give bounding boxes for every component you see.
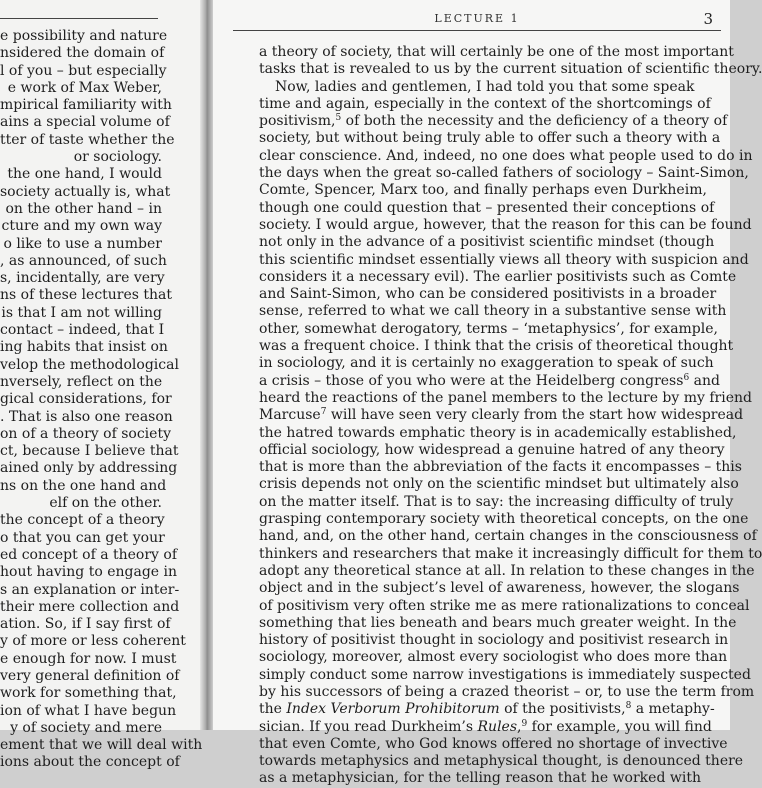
text-run: a metaphy- <box>631 701 715 718</box>
text-line: towards metaphysics and metaphysical thought, is denounced there <box>259 753 744 770</box>
running-header-title: LECTURE 1 <box>434 12 520 25</box>
text-line: considers it a necessary evil). The earlier positivists such as Comte <box>259 268 737 285</box>
left-text-line: ing habits that insist on <box>0 339 168 356</box>
left-text-line: ement that we will deal with <box>0 737 203 754</box>
left-text-line: their mere collection and <box>0 598 180 615</box>
text-line: the hatred towards emphatic theory is in academically established, <box>259 424 737 441</box>
left-text-line: or sociology. <box>73 149 162 166</box>
left-text-line: hout having to engage in <box>0 564 178 581</box>
left-text-line: is that I am not willing <box>1 304 162 321</box>
left-text-line: nversely, reflect on the <box>0 373 163 390</box>
text-line: not only in the advance of a positivist scientific mindset (though <box>259 234 715 251</box>
left-text-line: ation. So, if I say first of <box>0 616 171 633</box>
left-text-line: very general definition of <box>0 667 180 684</box>
text-run: for example, you will find <box>527 718 712 735</box>
text-line: grasping contemporary society with theoretical concepts, on the one <box>259 511 749 528</box>
book-gutter <box>200 0 213 730</box>
text-line <box>259 407 744 424</box>
text-run: the <box>259 701 282 718</box>
text-line: history of positivist thought in sociology and positivist research in <box>259 632 729 649</box>
text-line: object and in the subject’s level of awareness, however, the slogans <box>259 580 740 597</box>
left-text-line: velop the methodological <box>0 356 179 373</box>
left-page-text <box>0 28 203 772</box>
text-line: this scientific mindset essentially views all theory with suspicion and <box>259 251 749 268</box>
text-run: will have seen very clearly from the start how widespread <box>326 407 744 424</box>
left-text-line: , as announced, of such <box>0 252 167 269</box>
text-line: on the matter itself. That is to say: the increasing difficulty of truly <box>259 493 734 510</box>
text-line: crisis depends not only on the scientific mindset but ultimately also <box>259 476 739 493</box>
text-run: positivism, <box>259 113 336 130</box>
left-text-line: gical considerations, for <box>0 391 172 408</box>
text-run: of the positivists, <box>499 701 626 718</box>
text-line: that is more than the abbreviation of the facts it encompasses – this <box>259 459 742 476</box>
text-line: was a frequent choice. I think that the crisis of theoretical thought <box>259 338 734 355</box>
text-line: in sociology, and it is certainly no exaggeration to speak of such <box>259 355 714 372</box>
text-line <box>259 113 728 130</box>
left-text-line: ct, because I believe that <box>0 443 179 460</box>
text-run: Marcuse <box>259 407 321 424</box>
italic-title: Rules <box>477 718 518 735</box>
left-text-line: s an explanation or inter- <box>0 581 180 598</box>
left-text-line: cture and my own way <box>1 218 162 235</box>
right-page <box>213 0 762 787</box>
text-line: a theory of society, that will certainly be one of the most important <box>259 44 734 60</box>
text-line: Now, ladies and gentlemen, I had told you that some speak <box>275 78 695 95</box>
text-line <box>259 701 715 718</box>
left-text-line: ains a special volume of <box>0 114 170 131</box>
left-text-line: . That is also one reason <box>0 408 173 425</box>
header-rule <box>233 30 721 31</box>
footnote-marker: 6 <box>683 372 690 383</box>
footnote-marker: 9 <box>521 718 528 729</box>
left-text-line: l of you – but especially <box>0 62 167 79</box>
left-text-line: elf on the other. <box>49 495 162 512</box>
left-text-line: the concept of a theory <box>0 512 165 529</box>
text-line: official sociology, how widespread a genuine hatred of any theory <box>259 441 725 458</box>
text-line: other, somewhat derogatory, terms – ‘metaphysics’, for example, <box>259 320 718 337</box>
left-text-line: o that you can get your <box>0 529 165 546</box>
left-text-line: ns on the one hand and <box>0 477 167 494</box>
body-text <box>259 44 762 788</box>
left-text-line: tter of taste whether the <box>0 131 175 148</box>
italic-title: Index Verborum Prohibitorum <box>286 701 500 718</box>
text-line: the days when the great so-called fathers of sociology – Saint-Simon, <box>259 165 749 182</box>
left-text-line: mpirical familiarity with <box>0 97 172 114</box>
left-text-line: e enough for now. I must <box>0 650 177 667</box>
left-text-line: s, incidentally, are very <box>0 270 165 287</box>
text-line: simply conduct some narrow investigations is immediately suspected <box>259 666 751 683</box>
text-line: adopt any theoretical stance at all. In relation to these changes in the <box>259 562 755 579</box>
left-text-line: society actually is, what <box>0 183 171 200</box>
text-line: society. I would argue, however, that the reason for this can be found <box>259 216 752 233</box>
text-line: time and again, especially in the context of the shortcomings of <box>259 95 711 112</box>
footnote-marker: 7 <box>320 407 327 418</box>
text-line: tasks that is revealed to us by the current situation of scientific theory. <box>259 61 762 78</box>
text-line <box>259 372 720 390</box>
left-text-line: y of society and mere <box>10 719 162 736</box>
text-line: hand, and, on the other hand, certain changes in the consciousness of <box>259 528 757 545</box>
footnote-marker: 8 <box>625 701 632 712</box>
left-text-line: ion of what I have begun <box>0 702 177 719</box>
text-line: sociology, moreover, almost every sociologist who does more than <box>259 649 728 666</box>
text-line: and Saint-Simon, who can be considered positivists in a broader <box>259 286 717 303</box>
text-run: of both the necessity and the deficiency of a theory of <box>341 113 728 130</box>
text-line: something that lies beneath and bears much greater weight. In the <box>259 614 737 631</box>
text-run: a crisis – those of you who were at the Heidelberg congress <box>259 372 684 389</box>
left-text-line: on the other hand – in <box>5 200 162 217</box>
text-line: of positivism very often strike me as mere rationalizations to conceal <box>259 597 750 614</box>
left-text-line: ed concept of a theory of <box>0 546 178 563</box>
left-text-line: ained only by addressing <box>0 460 178 477</box>
left-text-line: e work of Max Weber, <box>7 79 162 96</box>
left-text-line: y of more or less coherent <box>0 633 186 650</box>
left-text-line: ns of these lectures that <box>0 287 173 304</box>
left-text-line: work for something that, <box>0 685 177 702</box>
left-text-line: the one hand, I would <box>7 166 162 183</box>
running-header <box>233 10 721 30</box>
left-text-line: on of a theory of society <box>0 425 171 442</box>
left-header-rule <box>0 18 158 19</box>
text-line: thinkers and researchers that make it increasingly difficult for them to <box>259 545 762 562</box>
left-text-line: contact – indeed, that I <box>0 322 165 339</box>
text-line: by his successors of being a crazed theorist – or, to use the term from <box>259 683 755 700</box>
text-run: , <box>517 718 522 735</box>
text-line: as a metaphysician, for the telling reason that he worked with <box>259 770 701 787</box>
left-text-line: nsidered the domain of <box>0 45 165 62</box>
left-text-line: ions about the concept of <box>0 754 180 771</box>
text-line: though one could question that – presented their conceptions of <box>259 199 715 216</box>
text-line: heard the reactions of the panel members to the lecture by my friend <box>259 389 752 406</box>
text-line: sense, referred to what we call theory in a substantive sense with <box>259 303 727 320</box>
page-number: 3 <box>703 10 713 28</box>
footnote-marker: 5 <box>335 113 342 124</box>
text-line: that even Comte, who God knows offered no shortage of invective <box>259 735 728 752</box>
text-line: clear conscience. And, indeed, no one does what people used to do in <box>259 147 753 164</box>
left-page <box>0 0 203 771</box>
text-run: and <box>689 372 720 389</box>
text-run: sician. If you read Durkheim’s <box>259 718 474 735</box>
left-text-line: e possibility and nature <box>0 28 168 44</box>
text-line: Comte, Spencer, Marx too, and finally perhaps even Durkheim, <box>259 182 707 199</box>
text-line <box>259 718 712 736</box>
text-line: society, but without being truly able to offer such a theory with a <box>259 130 721 147</box>
left-text-line: o like to use a number <box>3 235 162 252</box>
